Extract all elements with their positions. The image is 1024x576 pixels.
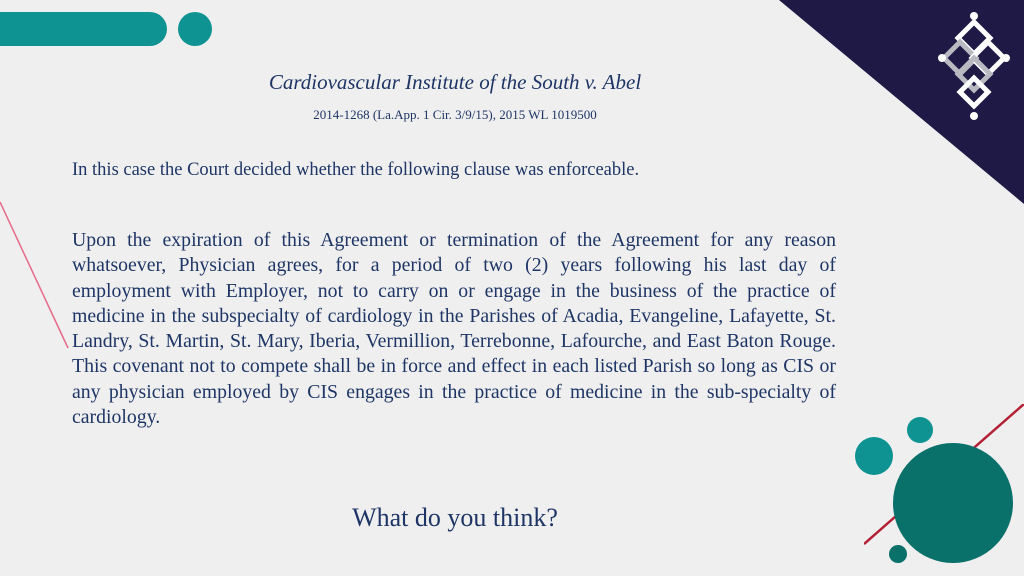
tiny-teal-circle (889, 545, 907, 563)
pink-accent-line (0, 200, 80, 350)
interlaced-diamond-logo-icon (938, 12, 1010, 120)
small-teal-circle (907, 417, 933, 443)
case-citation: 2014-1268 (La.App. 1 Cir. 3/9/15), 2015 WL 1019500 (313, 107, 597, 122)
case-title: Cardiovascular Institute of the South v. Abel (268, 70, 642, 94)
intro-text: In this case the Court decided whether the following clause was enforceable. (72, 160, 640, 180)
large-teal-circle (893, 443, 1013, 563)
teal-pill-decoration (0, 12, 167, 46)
teal-dot-decoration (178, 12, 212, 46)
closing-question: What do you think? (352, 503, 558, 532)
medium-teal-circle (855, 437, 893, 475)
clause-text: Upon the expiration of this Agreement or termination of the Agreement for any reason whatsoever, Physician agrees, for a period of two (2) years following his last day of employment with Employer, not to carry on or engage in the business of the practice of medicine in the subspecialty of cardiology in the Parishes of Acadia, Evangeline, Lafayette, St. Landry, St. Martin, St. Mary, Iberia, Vermillion, Terrebonne, Lafourche, and East Baton Rouge. This covenant not to compete shall be in force and effect in each listed Parish so long as CIS or any physician employed by CIS engages in the practice of medicine in the sub-specialty of cardiology. (72, 229, 836, 429)
